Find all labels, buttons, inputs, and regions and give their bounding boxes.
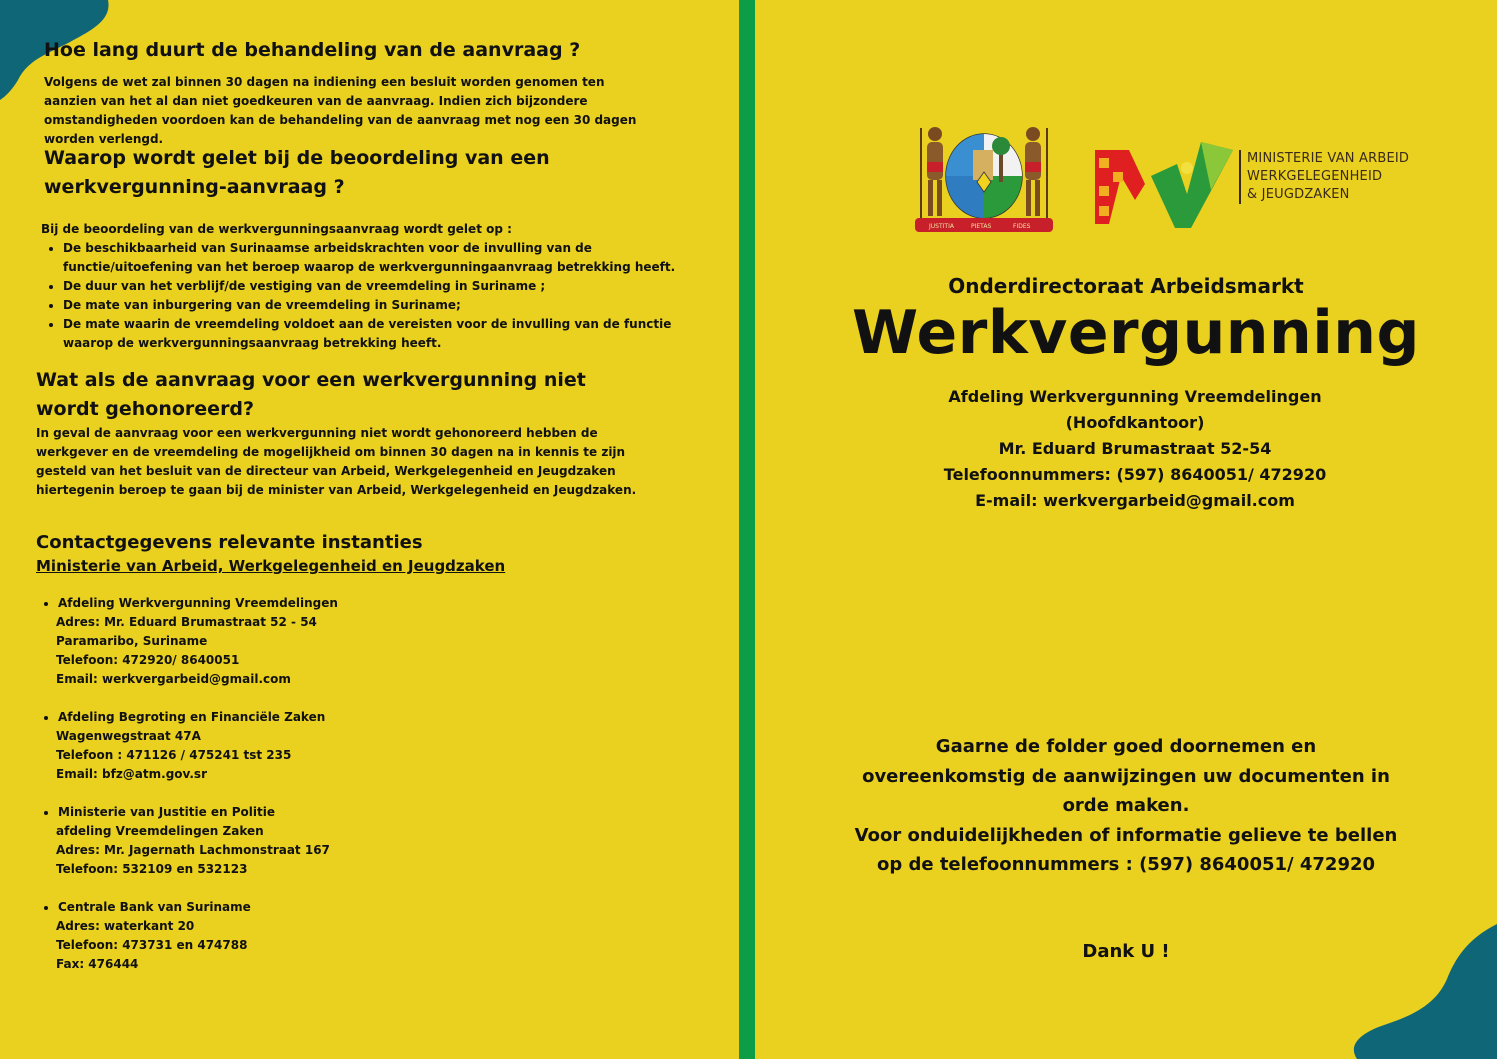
duration-section: [44, 36, 684, 149]
contact-line: Telefoon : 471126 / 475241 tst 235: [56, 748, 292, 762]
note-line: overeenkomstig de aanwijzingen uw documenten in: [862, 765, 1390, 787]
subdirectorate-title: Onderdirectoraat Arbeidsmarkt: [948, 274, 1304, 298]
contact-line: Wagenwegstraat 47A: [56, 729, 201, 743]
assessment-heading: Waarop wordt gelet bij de beoordeling van een werkvergunning-aanvraag ?: [44, 147, 550, 198]
ministry-logo-icon: [1091, 128, 1237, 230]
ministry-name-line: MINISTERIE VAN ARBEID: [1247, 151, 1410, 166]
department-info: [755, 384, 1497, 514]
contact-name: • Centrale Bank van Suriname: [58, 900, 251, 914]
ministry-name-line: WERKGELEGENHEID: [1247, 169, 1383, 184]
list-item: [58, 594, 676, 689]
department-line: Afdeling Werkvergunning Vreemdelingen: [948, 387, 1322, 406]
motto-pietas: PIETAS: [971, 223, 992, 230]
list-item: [58, 803, 676, 879]
green-divider: [739, 0, 755, 1059]
assessment-intro: Bij de beoordeling van de werkvergunningsaanvraag wordt gelet op :: [41, 222, 512, 236]
contacts-section: [36, 530, 676, 993]
rejected-text: In geval de aanvraag voor een werkvergunning niet wordt gehonoreerd hebben de werkgever en de vreemdeling de mogelijkheid om binnen 30 dagen na in kennis te zijn gesteld van het besluit van de directeur van Arbeid, Werkgelegenheid en Jeugdzaken hiertegenin beroep te gaan bij de minister van Arbeid, Werkgelegenheid en Jeugdzaken.: [36, 426, 637, 497]
duration-heading: Hoe lang duurt de behandeling van de aanvraag ?: [44, 39, 581, 61]
contact-line: Email: werkvergarbeid@gmail.com: [56, 672, 291, 686]
assessment-heading-block: [44, 144, 684, 202]
address-label: Adres:: [56, 615, 100, 629]
contact-line: Paramaribo, Suriname: [56, 634, 208, 648]
page-title: Werkvergunning: [852, 298, 1420, 368]
contact-line: Adres: Mr. Jagernath Lachmonstraat 167: [56, 843, 330, 857]
contacts-subheading: Ministerie van Arbeid, Werkgelegenheid en Jeugdzaken: [36, 557, 506, 575]
contact-line: Email: bfz@atm.gov.sr: [56, 767, 207, 781]
contact-line: Telefoon: 472920/ 8640051: [56, 653, 240, 667]
contact-line: afdeling Vreemdelingen Zaken: [56, 824, 264, 838]
left-panel: [0, 0, 739, 1059]
list-item: [58, 898, 676, 974]
contact-line: Telefoon: 473731 en 474788: [56, 938, 248, 952]
contact-name: • Afdeling Begroting en Financiële Zaken: [58, 710, 326, 724]
department-line: Mr. Eduard Brumastraat 52-54: [998, 439, 1272, 458]
list-item: • De duur van het verblijf/de vestiging van de vreemdeling in Suriname ;: [63, 277, 701, 296]
contact-line: Adres: waterkant 20: [56, 919, 195, 933]
motto-justitia: JUSTITIA: [929, 223, 954, 230]
ministry-name-block: [1239, 150, 1447, 204]
note-line: op de telefoonnummers : (597) 8640051/ 472920: [876, 854, 1376, 875]
contact-line: Mr. Eduard Brumastraat 52 - 54: [104, 615, 317, 629]
assessment-list: [41, 239, 701, 353]
coat-of-arms-icon: [915, 120, 1053, 236]
thanks-text: Dank U !: [1082, 941, 1170, 962]
list-item: • De beschikbaarheid van Surinaamse arbeidskrachten voor de invulling van de functie/uitoefening van het beroep waarop de werkvergunningaanvraag betrekking heeft.: [63, 239, 701, 277]
motto-fides: FIDES: [1013, 223, 1031, 230]
contact-address-line: [56, 613, 676, 632]
note-line: Voor onduidelijkheden of informatie gelieve te bellen: [854, 824, 1398, 846]
department-line: Telefoonnummers: (597) 8640051/ 472920: [943, 465, 1327, 484]
contacts-heading: Contactgegevens relevante instanties: [36, 532, 423, 553]
rejected-section: [36, 366, 666, 500]
ministry-name-line: & JEUGDZAKEN: [1247, 187, 1350, 202]
note-line: orde maken.: [1062, 795, 1190, 816]
note-line: Gaarne de folder goed doornemen en: [935, 736, 1317, 757]
contact-line: Telefoon: 532109 en 532123: [56, 862, 248, 876]
contact-line: Fax: 476444: [56, 957, 139, 971]
contacts-list: [36, 594, 676, 974]
rejected-heading: Wat als de aanvraag voor een werkvergunning niet wordt gehonoreerd?: [36, 369, 586, 420]
note-block: [755, 732, 1497, 880]
list-item: [58, 708, 676, 784]
department-line: (Hoofdkantoor): [1065, 413, 1205, 432]
department-line: E-mail: werkvergarbeid@gmail.com: [975, 491, 1295, 510]
contact-name: • Ministerie van Justitie en Politie: [58, 805, 275, 819]
duration-text: Volgens de wet zal binnen 30 dagen na indiening een besluit worden genomen ten aanzien van het al dan niet goedkeuren van de aanvraag. Indien zich bijzondere omstandigheden voordoen kan de behandeling van de aanvraag met nog een 30 dagen worden verlengd.: [44, 75, 637, 146]
contact-name: • Afdeling Werkvergunning Vreemdelingen: [58, 596, 338, 610]
list-item: • De mate van inburgering van de vreemdeling in Suriname;: [63, 296, 701, 315]
right-panel: [755, 0, 1497, 1059]
list-item: • De mate waarin de vreemdeling voldoet aan de vereisten voor de invulling van de functie waarop de werkvergunningsaanvraag betrekking heeft.: [63, 315, 701, 353]
assessment-section: [41, 220, 701, 353]
